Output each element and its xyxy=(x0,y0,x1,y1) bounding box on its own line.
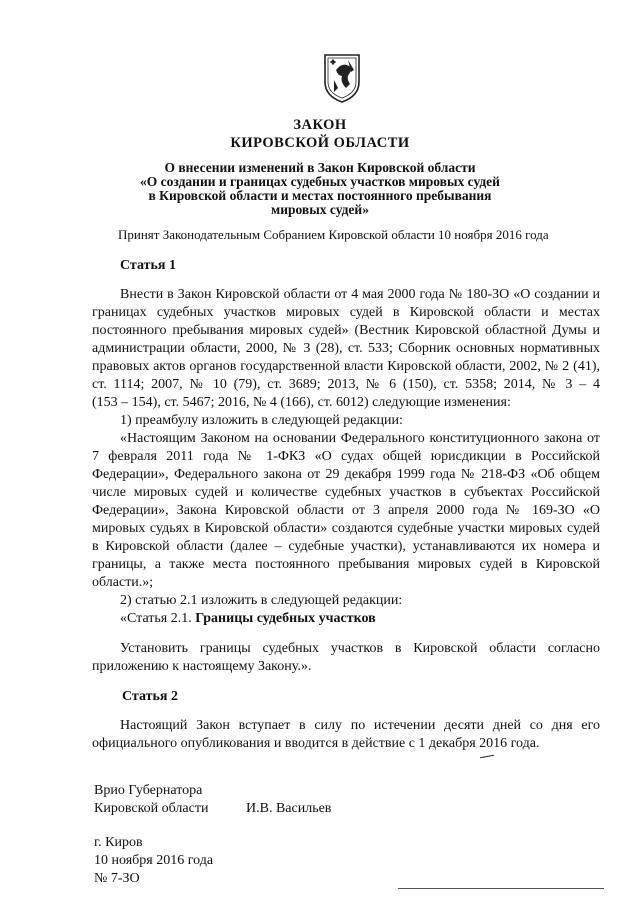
article-1-heading: Статья 1 xyxy=(120,258,176,273)
pen-mark xyxy=(480,755,494,758)
paragraph-line: администрации области, 2000, № 3 (28), ст. 533; Сборник основных нормативных xyxy=(92,341,600,356)
adoption-note: Принят Законодательным Собранием Кировской области 10 ноября 2016 года xyxy=(118,227,549,242)
paragraph-line: официального опубликования и вводится в действие с 1 декабря 2016 года. xyxy=(92,736,540,751)
signatory-position: Врио Губернатора xyxy=(94,783,203,798)
signing-date: 10 ноября 2016 года xyxy=(94,853,214,868)
paragraph-line: приложению к настоящему Закону.». xyxy=(92,659,312,674)
paragraph-line: правовых актов органов государственной власти Кировской области, 2002, № 2 (41), xyxy=(92,359,600,374)
paragraph-line: (153 – 154), ст. 5467; 2016, № 4 (166), ст. 6012) следующие изменения: xyxy=(92,395,511,410)
paragraph-line: 7 февраля 2011 года № 1-ФКЗ «О судах общей юрисдикции в Российской xyxy=(92,449,600,464)
law-subtitle xyxy=(0,161,640,217)
subtitle-line: «О создании и границах судебных участков мировых судей xyxy=(140,174,500,189)
paragraph-line: мировых судьях в Кировской области» создаются судебные участки мировых судей xyxy=(92,521,600,536)
paragraph-line: Федерации», Федерального закона от 29 декабря 1999 года № 218-ФЗ «Об общем xyxy=(92,467,600,482)
signatory-region: Кировской области xyxy=(94,801,209,816)
subtitle-line: в Кировской области и местах постоянного пребывания xyxy=(148,188,492,203)
paragraph-line: Настоящий Закон вступает в силу по истечении десяти дней со дня его xyxy=(120,718,600,733)
article-2-1-heading xyxy=(120,611,376,627)
law-title: ЗАКОН xyxy=(293,117,347,133)
paragraph-line: Внести в Закон Кировской области от 4 мая 2000 года № 180-ЗО «О создании и xyxy=(120,287,600,302)
subtitle-line: О внесении изменений в Закон Кировской области xyxy=(164,160,476,175)
paragraph-line: числе мировых судей и количестве судебных участков в субъектах Российской xyxy=(92,485,600,500)
subtitle-line: мировых судей» xyxy=(271,202,369,217)
item-2: 2) статью 2.1 изложить в следующей редакции: xyxy=(120,593,403,608)
article-2-heading: Статья 2 xyxy=(122,689,178,704)
signatory-name: И.В. Васильев xyxy=(246,801,332,816)
paragraph-line: постоянного пребывания мировых судей» (Вестник Кировской областной Думы и xyxy=(92,323,600,338)
paragraph-line: Установить границы судебных участков в Кировской области согласно xyxy=(120,641,600,656)
article-2-1-title: Границы судебных участков xyxy=(195,611,376,626)
paragraph-line: границы, а также места постоянного пребывания мировых судей в Кировской xyxy=(92,557,600,572)
paragraph-line: «Настоящим Законом на основании Федерального конституционного закона от xyxy=(120,431,600,446)
footer-rule xyxy=(398,888,604,889)
kirov-coat-of-arms-icon xyxy=(322,52,362,104)
article-2-1-prefix: «Статья 2.1. xyxy=(120,611,196,626)
paragraph-line: границах судебных участков мировых судей в Кировской области и местах xyxy=(92,305,600,320)
paragraph-line: ст. 1114; 2007, № 10 (79), ст. 3689; 2013, № 6 (150), ст. 5358; 2014, № 3 – 4 xyxy=(92,377,600,392)
signing-city: г. Киров xyxy=(94,835,143,850)
paragraph-line: Федерации», Закона Кировской области от 3 апреля 2000 года № 169-ЗО «О xyxy=(92,503,600,518)
paragraph-line: в Кировской области (далее – судебные участки), устанавливаются их номера и xyxy=(92,539,600,554)
law-number: № 7-ЗО xyxy=(94,871,140,886)
paragraph-line: области.»; xyxy=(92,575,154,590)
region-title: КИРОВСКОЙ ОБЛАСТИ xyxy=(230,135,410,151)
item-1: 1) преамбулу изложить в следующей редакции: xyxy=(120,413,403,428)
